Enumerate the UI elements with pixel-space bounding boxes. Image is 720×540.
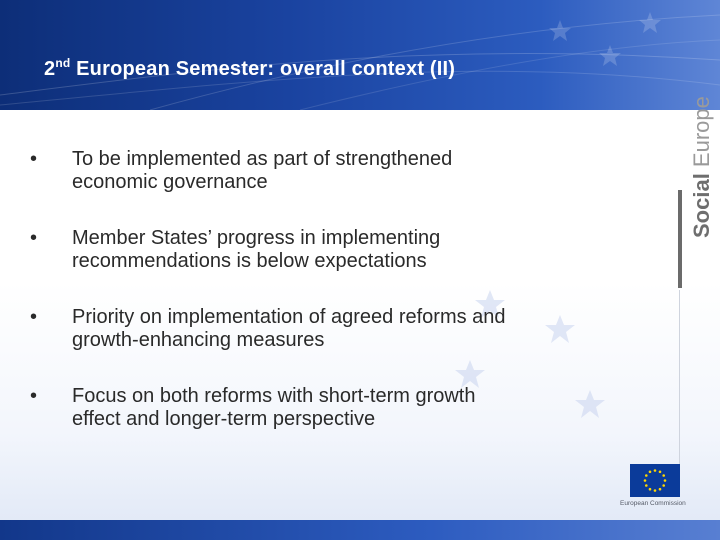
bullet-marker: • <box>30 306 38 328</box>
social-europe-brand <box>690 96 714 238</box>
bullet-text-line: Member States’ progress in implementing <box>72 227 441 249</box>
logo-caption: European Commission <box>620 500 686 507</box>
list-item <box>30 306 630 352</box>
footer-band <box>0 520 720 540</box>
title-text: European Semester: overall context (II) <box>70 58 456 80</box>
list-item <box>30 385 630 431</box>
bullet-text-line: recommendations is below expectations <box>72 250 427 272</box>
eu-stars-circle <box>630 464 680 497</box>
title-ordinal-suffix: nd <box>55 56 71 70</box>
slide-title <box>44 56 455 81</box>
header-decorative-lines <box>0 0 720 110</box>
brand-social: Social <box>689 173 714 238</box>
bullet-text-line: Priority on implementation of agreed reforms and <box>72 306 506 328</box>
bullet-text-line: To be implemented as part of strengthened <box>72 148 453 170</box>
bullet-marker: • <box>30 227 38 249</box>
bullet-text-line: Focus on both reforms with short-term growth <box>72 385 476 407</box>
brand-europe: Europe <box>689 96 714 168</box>
brand-divider-light <box>679 290 680 465</box>
bullet-text-line: effect and longer-term perspective <box>72 408 376 430</box>
brand-divider-dark <box>678 190 682 288</box>
title-number: 2 <box>44 58 56 80</box>
list-item <box>30 148 630 194</box>
bullet-list <box>30 148 630 464</box>
header-band <box>0 0 720 110</box>
bullet-marker: • <box>30 385 38 407</box>
list-item <box>30 227 630 273</box>
bullet-text-line: growth-enhancing measures <box>72 329 325 351</box>
eu-flag-icon <box>630 464 680 497</box>
european-commission-logo <box>620 464 684 510</box>
bullet-marker: • <box>30 148 38 170</box>
bullet-text-line: economic governance <box>72 171 268 193</box>
